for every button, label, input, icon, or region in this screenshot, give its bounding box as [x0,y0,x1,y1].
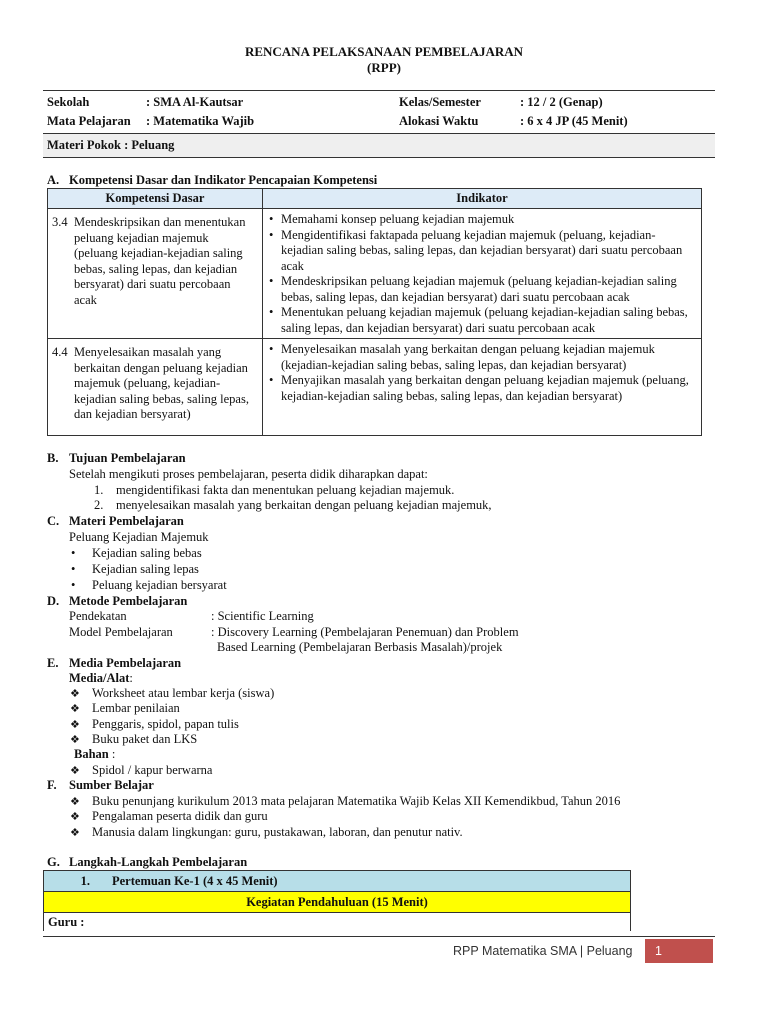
tujuan-text: menyelesaikan masalah yang berkaitan dengan peluang kejadian majemuk, [116,498,492,512]
section-c-letter: C. [47,514,60,528]
sekolah-value: : SMA Al-Kautsar [146,95,244,109]
mapel-value: : Matematika Wajib [146,114,255,128]
kd-cell [48,339,263,436]
langkah-table [43,870,631,931]
model-value-continued: Based Learning (Pembelajaran Berbasis Masalah)/projek [217,640,503,654]
section-g-letter: G. [47,855,60,869]
tujuan-number: 1. [94,483,104,497]
bahan-title: Bahan [74,747,109,761]
section-d-title: Metode Pembelajaran [69,594,188,608]
header-top-rule [43,90,715,91]
list-item: ❖ Buku penunjang kurikulum 2013 mata pelajaran Matematika Wajib Kelas XII Kemendikbud, Tahun 2016 [92,794,620,809]
indikator-item: • Mengidentifikasi faktapada peluang kejadian majemuk (peluang, kejadian-kejadian saling bebas, saling lepas, dan kejadian bersyarat) dari suatu percobaan acak [267,228,697,275]
list-item: • Peluang kejadian bersyarat [92,578,227,593]
table-row [48,209,702,339]
bahan-heading [74,747,115,762]
model-label: Model Pembelajaran [69,625,173,639]
section-f-heading [47,778,154,793]
kompetensi-table-header [48,189,702,209]
materi-intro: Peluang Kejadian Majemuk [69,530,209,544]
section-a-heading [47,173,377,188]
indikator-item: • Menyajikan masalah yang berkaitan dengan peluang kejadian majemuk (peluang, kejadian-kejadian saling bebas, saling lepas, dan kejadian bersyarat) [267,373,697,404]
kelas-label: Kelas/Semester [399,95,481,109]
meeting-number: 1. [80,874,90,888]
section-c-title: Materi Pembelajaran [69,514,184,528]
section-a-letter: A. [47,173,60,187]
indikator-cell [263,339,702,436]
section-g-title: Langkah-Langkah Pembelajaran [69,855,248,869]
indikator-item: • Menyelesaikan masalah yang berkaitan dengan peluang kejadian majemuk (kejadian-kejadian saling bebas, saling lepas, dan kejadian bersyarat) [267,342,697,373]
section-g-heading [47,855,247,870]
indikator-cell [263,209,702,339]
alat-colon: : [129,671,133,685]
list-item: ❖ Penggaris, spidol, papan tulis [92,717,239,732]
pendekatan-label: Pendekatan [69,609,127,623]
kd-text: Mendeskripsikan dan menentukan peluang kejadian majemuk (peluang kejadian-kejadian saling bebas, saling lepas, dan kejadian bersyarat) dari suatu percobaan acak [74,215,246,307]
list-item [94,498,492,513]
alat-title: Media/Alat [69,671,130,685]
kompetensi-table [47,188,702,436]
pendekatan-value: : Scientific Learning [211,609,314,623]
header-bottom-rule [43,157,715,158]
model-value: : Discovery Learning (Pembelajaran Penemuan) dan Problem [211,625,519,639]
meeting-title: Pertemuan Ke-1 (4 x 45 Menit) [112,874,278,888]
list-item: ❖ Spidol / kapur berwarna [92,763,212,778]
kd-column-header: Kompetensi Dasar [48,189,263,209]
indikator-item: • Menentukan peluang kejadian majemuk (peluang kejadian-kejadian saling bebas, saling lepas, dan kejadian bersyarat) dari suatu percobaan acak [267,305,697,336]
tujuan-number: 2. [94,498,104,512]
alokasi-value: : 6 x 4 JP (45 Menit) [520,114,628,128]
tujuan-text: mengidentifikasi fakta dan menentukan peluang kejadian majemuk. [116,483,455,497]
section-d-heading [47,594,187,609]
section-e-heading [47,656,181,671]
footer-rule [43,936,715,937]
activity-row: Kegiatan Pendahuluan (15 Menit) [43,892,631,913]
bahan-colon: : [111,747,116,761]
section-f-title: Sumber Belajar [69,778,154,792]
kd-cell [48,209,263,339]
indikator-column-header: Indikator [263,189,702,209]
list-item: ❖ Manusia dalam lingkungan: guru, pustakawan, laboran, dan penutur nativ. [92,825,463,840]
list-item: ❖ Pengalaman peserta didik dan guru [92,809,268,824]
section-b-letter: B. [47,451,59,465]
materi-pokok: Materi Pokok : Peluang [47,138,175,152]
section-b-title: Tujuan Pembelajaran [69,451,186,465]
page-number: 1 [645,939,713,963]
mapel-label: Mata Pelajaran [47,114,131,128]
section-c-heading [47,514,184,529]
kd-number: 4.4 [52,345,68,359]
kelas-value: : 12 / 2 (Genap) [520,95,603,109]
guru-row: Guru : [43,913,631,931]
footer-text: RPP Matematika SMA | Peluang [453,944,633,958]
list-item: ❖ Buku paket dan LKS [92,732,197,747]
document-title: RENCANA PELAKSANAAN PEMBELAJARAN [244,44,524,59]
list-item: • Kejadian saling lepas [92,562,199,577]
indikator-item: • Mendeskripsikan peluang kejadian majemuk (peluang kejadian-kejadian saling bebas, saling lepas, dan kejadian bersyarat) dari suatu percobaan acak [267,274,697,305]
list-item: ❖ Worksheet atau lembar kerja (siswa) [92,686,274,701]
sekolah-label: Sekolah [47,95,90,109]
alat-heading [69,671,133,686]
document-subtitle: (RPP) [367,60,401,75]
indikator-item: • Memahami konsep peluang kejadian majemuk [267,212,697,228]
section-a-title: Kompetensi Dasar dan Indikator Pencapaian Kompetensi [69,173,378,187]
alokasi-label: Alokasi Waktu [399,114,479,128]
meeting-row [43,870,631,892]
section-e-letter: E. [47,656,59,670]
section-d-letter: D. [47,594,60,608]
kd-number: 3.4 [52,215,68,229]
section-f-letter: F. [47,778,57,792]
list-item: ❖ Lembar penilaian [92,701,180,716]
kd-text: Menyelesaikan masalah yang berkaitan dengan peluang kejadian majemuk (peluang, kejadian-kejadian saling bebas, saling lepas, dan kejadian bersyarat) [74,345,249,421]
tujuan-intro: Setelah mengikuti proses pembelajaran, peserta didik diharapkan dapat: [69,467,428,481]
list-item: • Kejadian saling bebas [92,546,202,561]
section-b-heading [47,451,186,466]
list-item [94,483,454,498]
section-e-title: Media Pembelajaran [69,656,182,670]
table-row [48,339,702,436]
